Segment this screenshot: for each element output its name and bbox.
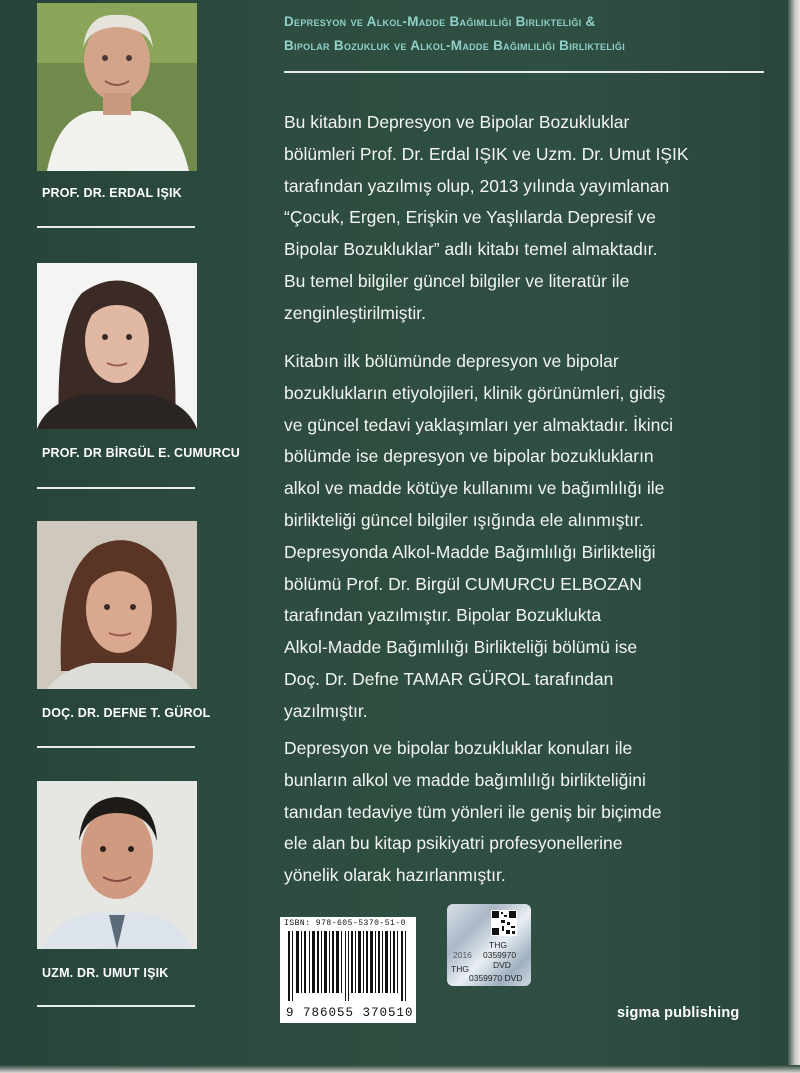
author-photo-3 — [37, 521, 197, 689]
publisher-logo: sigma publishing — [617, 1005, 740, 1021]
author-photo-4 — [37, 781, 197, 949]
text-line: yönelik olarak hazırlanmıştır. — [284, 865, 506, 886]
author-name-2: PROF. DR BİRGÜL E. CUMURCU — [42, 446, 241, 460]
author-name-1: PROF. DR. ERDAL IŞIK — [42, 186, 182, 200]
text-line: yazılmıştır. — [284, 700, 368, 721]
author-name-4: UZM. DR. UMUT IŞIK — [42, 966, 169, 980]
text-line: bozuklukların etiyolojileri, klinik görünümleri, gidiş — [284, 382, 666, 403]
text-line: Bipolar Bozukluklar” adlı kitabı temel almaktadır. — [284, 239, 658, 260]
author-divider-3 — [37, 746, 195, 748]
header-divider — [284, 71, 764, 73]
author-photo-2 — [37, 263, 197, 429]
author-divider-1 — [37, 226, 195, 228]
header-line-1: Depresyon ve Alkol-Madde Bağımlılığı Birlikteliği & — [284, 14, 596, 29]
barcode-bars — [288, 931, 408, 1001]
isbn-label: ISBN: 978-605-5370-51-0 — [284, 919, 406, 928]
text-line: Alkol-Madde Bağımlılığı Birlikteliği bölümü ise — [284, 637, 638, 658]
text-line: bölümde ise depresyon ve bipolar bozuklukların — [284, 446, 654, 467]
text-line: Depresyon ve bipolar bozukluklar konuları ile — [284, 738, 633, 758]
author-card-1 — [37, 3, 199, 171]
text-line: tanıdan tedaviye tüm yönleri ile geniş bir biçimde — [284, 801, 662, 822]
text-line: “Çocuk, Ergen, Erişkin ve Yaşlılarda Depresif ve — [284, 207, 656, 228]
page-edge-bottom — [0, 1065, 800, 1073]
author-card-2 — [37, 263, 199, 429]
author-photo-1 — [37, 3, 197, 171]
sticker-thg-label: THG — [489, 940, 507, 950]
text-line: Depresyonda Alkol-Madde Bağımlılığı Birlikteliği — [284, 541, 656, 562]
text-line: birlikteliği güncel bilgiler ışığında ele alınmıştır. — [284, 509, 644, 530]
text-line: alkol ve madde kötüye kullanımı ve bağımlılığı ile — [284, 478, 665, 499]
sticker-year: 2016 — [453, 950, 472, 960]
description-paragraph-3 — [284, 733, 754, 892]
text-line: bunların alkol ve madde bağımlılığı birlikteliğini — [284, 769, 646, 790]
qr-code-icon — [491, 910, 517, 936]
isbn-barcode — [280, 917, 416, 1023]
author-divider-2 — [37, 487, 195, 489]
isbn-number: 9 786055 370510 — [286, 1006, 414, 1020]
sticker-dvd: DVD — [493, 960, 511, 970]
author-name-3: DOÇ. DR. DEFNE T. GÜROL — [42, 706, 211, 720]
text-line: Kitabın ilk bölümünde depresyon ve bipolar — [284, 351, 619, 371]
sticker-code: 0359970 — [483, 950, 517, 960]
author-divider-4 — [37, 1005, 195, 1007]
text-line: tarafından yazılmış olup, 2013 yılında yayımlanan — [284, 175, 670, 196]
text-line: ve güncel tedavi yaklaşımları yer almaktadır. İkinci — [284, 414, 674, 435]
page-edge — [788, 0, 800, 1073]
text-line: tarafından yazılmıştır. Bipolar Bozuklukta — [284, 605, 602, 626]
cover-header — [284, 10, 764, 58]
text-line: Bu temel bilgiler güncel bilgiler ve literatür ile — [284, 270, 630, 291]
description-paragraph-1 — [284, 107, 754, 330]
hologram-sticker — [447, 904, 531, 986]
text-line: zenginleştirilmiştir. — [284, 302, 426, 323]
text-line: ele alan bu kitap psikiyatri profesyonellerine — [284, 833, 623, 854]
text-line: Bu kitabın Depresyon ve Bipolar Bozukluklar — [284, 112, 630, 132]
text-line: bölümü Prof. Dr. Birgül CUMURCU ELBOZAN — [284, 573, 642, 594]
text-line: bölümleri Prof. Dr. Erdal IŞIK ve Uzm. Dr. Umut IŞIK — [284, 143, 689, 164]
sticker-code-2: 0359970 DVD — [469, 973, 523, 983]
author-card-4 — [37, 781, 199, 949]
description-paragraph-2 — [284, 346, 754, 728]
text-line: Doç. Dr. Defne TAMAR GÜROL tarafından — [284, 668, 614, 689]
sticker-thg-label-2: THG — [451, 964, 469, 974]
header-line-2: Bipolar Bozukluk ve Alkol-Madde Bağımlılığı Birlikteliği — [284, 38, 626, 53]
author-card-3 — [37, 521, 199, 689]
